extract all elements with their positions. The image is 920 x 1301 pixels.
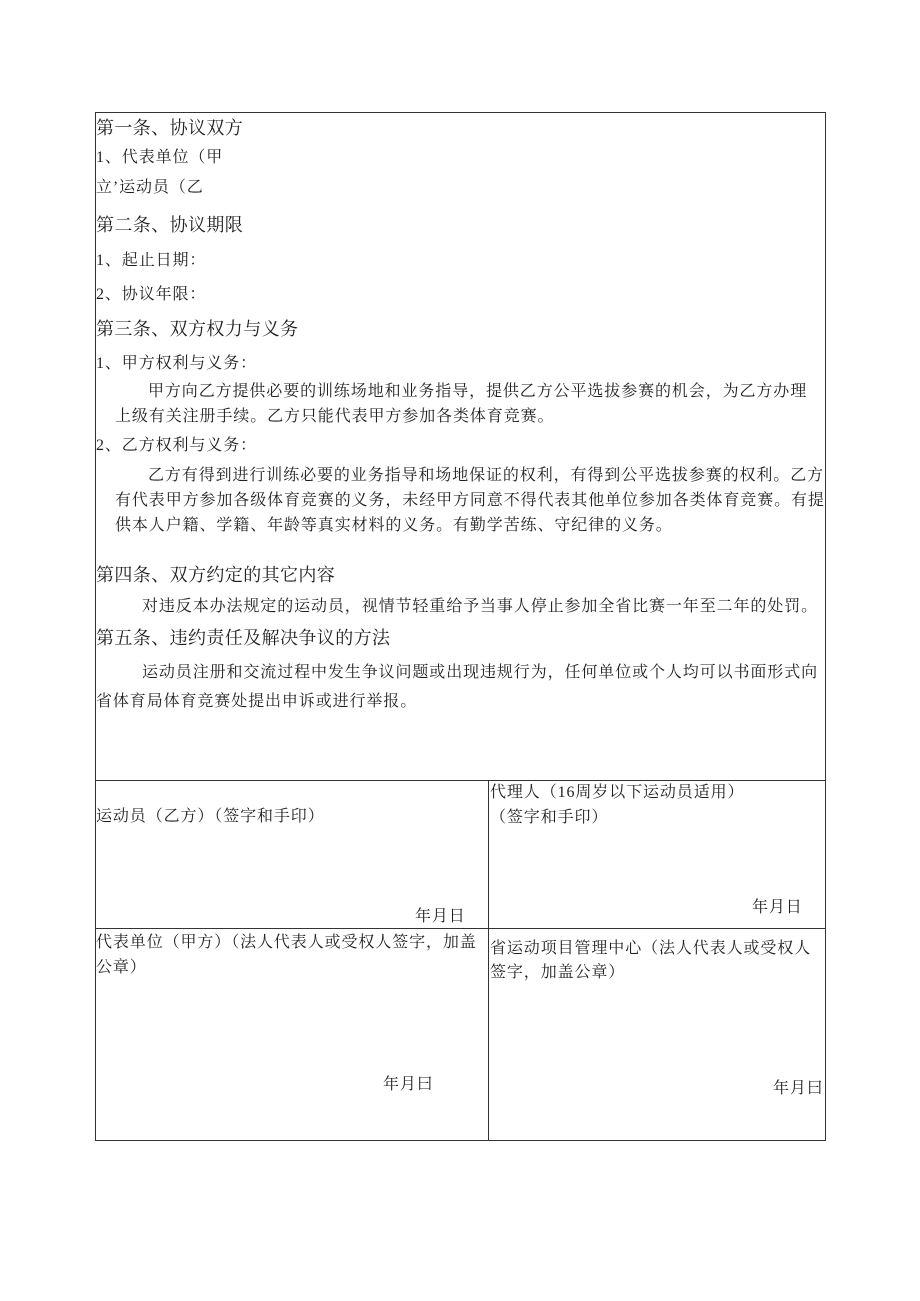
party-a-rights-text-1: 甲方向乙方提供必要的训练场地和业务指导，提供乙方公平选拔参赛的机会，为乙方办理 [148,383,808,400]
agent-signature-label-line-1: 代理人（16周岁以下运动员适用） [490,784,745,801]
party-b-rights-title: 2、乙方权利与义务： [96,437,258,454]
agent-signature-date: 年月日 [752,899,803,916]
athlete-signature-label: 运动员（乙方）（签字和手印） [96,808,325,825]
signature-column-divider [488,780,489,1140]
article-5-heading: 第五条、违约责任及解决争议的方法 [96,628,391,648]
article-1-line-1: 1、代表单位（甲 [96,149,224,166]
party-a-rights-text-2: 上级有关注册手续。乙方只能代表甲方参加各类体育竞赛。 [115,408,555,425]
center-signature-label-line-1: 省运动项目管理中心（法人代表人或受权人 [490,940,812,957]
article-5-text-1: 运动员注册和交流过程中发生争议问题或出现违规行为，任何单位或个人均可以书面形式向 [142,664,819,681]
unit-signature-label-line-1: 代表单位（甲方）（法人代表人或受权人签字，加盖 [96,934,477,951]
party-b-rights-text-1: 乙方有得到进行训练必要的业务指导和场地保证的权利，有得到公平选拔参赛的权利。乙方 [148,467,825,484]
agent-signature-label-line-2: （签字和手印） [490,809,609,826]
signature-middle-divider [95,928,825,929]
signature-top-divider [95,780,825,781]
article-5-text-2: 省体育局体育竞赛处提出申诉或进行举报。 [96,693,418,710]
athlete-signature-date: 年月日 [415,908,466,925]
article-4-heading: 第四条、双方约定的其它内容 [96,565,336,585]
article-2-line-2: 2、协议年限： [96,286,207,303]
party-a-rights-title: 1、甲方权利与义务： [96,355,258,372]
article-4-text-1: 对违反本办法规定的运动员，视情节轻重给予当事人停止参加全省比赛一年至二年的处罚。 [142,598,819,615]
center-signature-label-line-2: 签字，加盖公章） [490,964,626,981]
party-b-rights-text-2: 有代表甲方参加各级体育竞赛的义务，未经甲方同意不得代表其他单位参加各类体育竞赛。有提 [115,492,825,509]
article-2-line-1: 1、起止日期： [96,252,207,269]
unit-signature-label-line-2: 公章） [96,959,147,976]
center-signature-date: 年月曰 [773,1080,824,1097]
party-b-rights-text-3: 供本人户籍、学籍、年龄等真实材料的义务。有勤学苦练、守纪律的义务。 [115,517,673,534]
article-1-heading: 第一条、协议双方 [96,118,244,138]
article-2-heading: 第二条、协议期限 [96,215,244,235]
unit-signature-date: 年月曰 [383,1076,434,1093]
article-3-heading: 第三条、双方权力与义务 [96,319,299,339]
article-1-line-2: 立’运动员（乙 [96,179,204,196]
